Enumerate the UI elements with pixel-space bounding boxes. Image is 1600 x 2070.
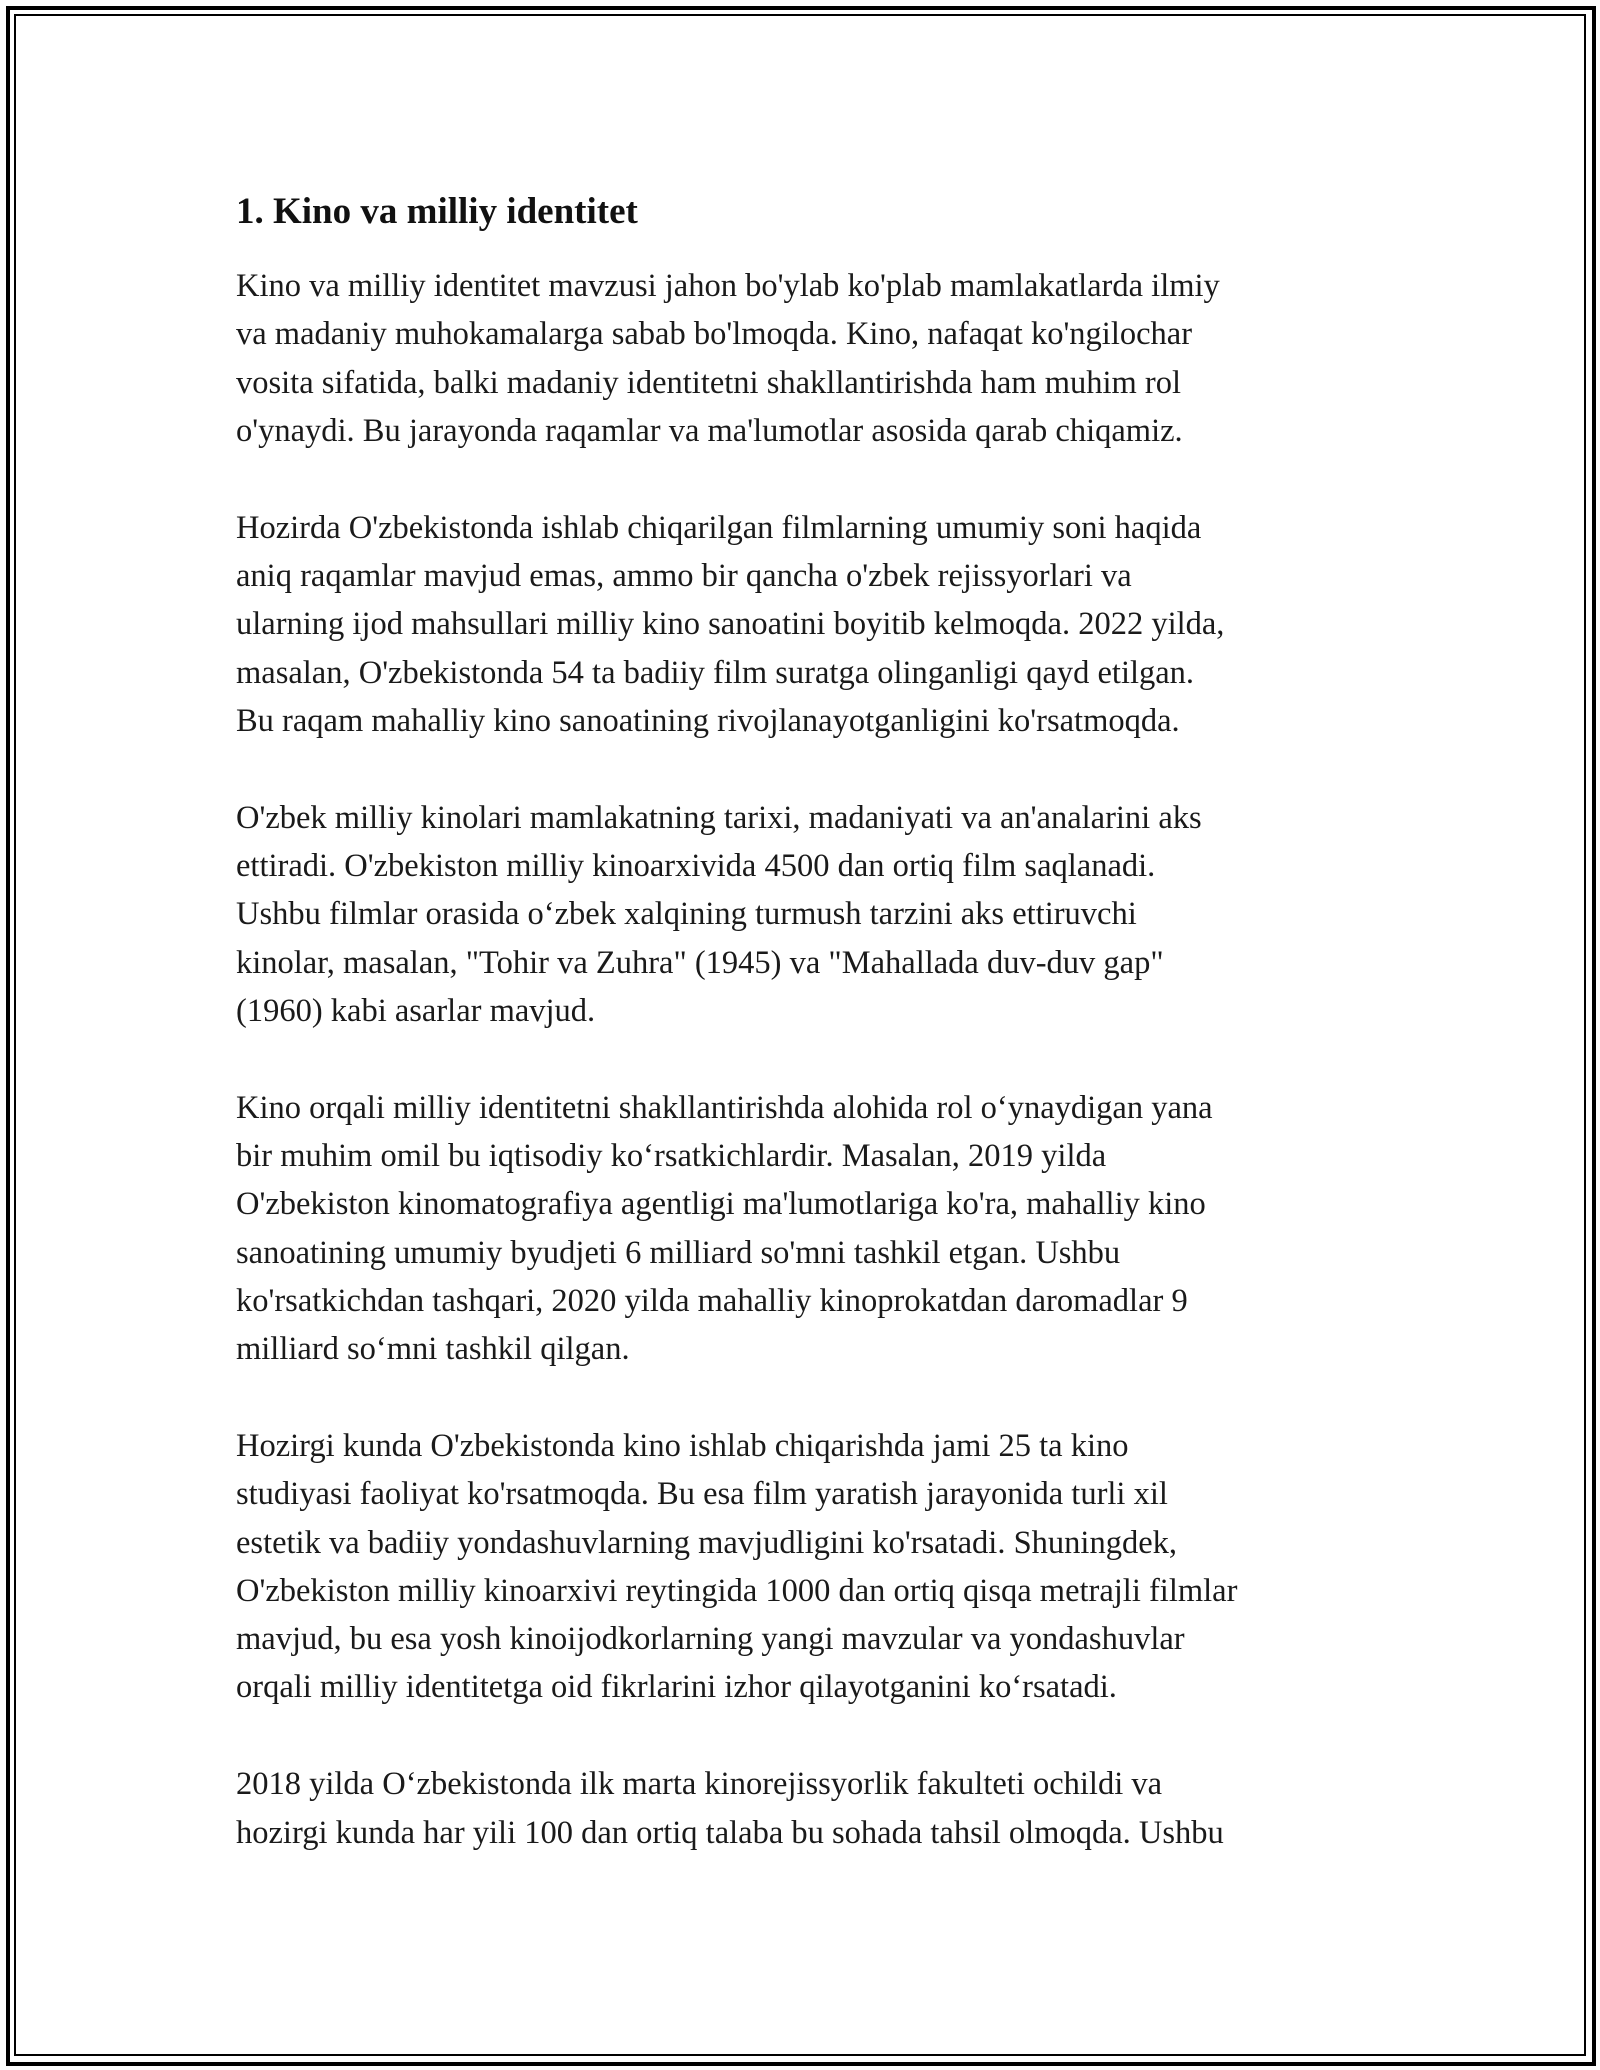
paragraph-film-count: Hozirda O'zbekistonda ishlab chiqarilgan filmlarning umumiy soni haqida aniq raqamlar mavjud emas, ammo bir qancha o'zbek rejissyorlari va ularning ijod mahsullari milliy kino sanoatini boyitib kelmoqda. 2022 yilda, masalan, O'zbekistonda 54 ta badiiy film suratga olinganligi qayd etilgan. Bu raqam mahalliy kino sanoatining rivojlanayotganligini ko'rsatmoqda. xyxy=(236,509,1225,739)
paragraph-studios: Hozirgi kunda O'zbekistonda kino ishlab chiqarishda jami 25 ta kino studiyasi faoliyat ko'rsatmoqda. Bu esa film yaratish jarayonida turli xil estetik va badiiy yondashuvlarning mavjudligini ko'rsatadi. Shuningdek, O'zbekiston milliy kinoarxivi reytingida 1000 dan ortiq qisqa metrajli filmlar mavjud, bu esa yosh kinoijodkorlarning yangi mavzular va yondashuvlar orqali milliy identitetga oid fikrlarini izhor qilayotganini ko‘rsatadi. xyxy=(236,1427,1238,1706)
paragraph-national-films: O'zbek milliy kinolari mamlakatning tarixi, madaniyati va an'analarini aks ettiradi. O'zbekiston milliy kinoarxivida 4500 dan ortiq film saqlanadi. Ushbu filmlar orasida o‘zbek xalqining turmush tarzini aks ettiruvchi kinolar, masalan, "Tohir va Zuhra" (1945) va "Mahallada duv-duv gap" (1960) kabi asarlar mavjud. xyxy=(236,799,1202,1029)
paragraph-economics: Kino orqali milliy identitetni shakllantirishda alohida rol o‘ynaydigan yana bir muhim omil bu iqtisodiy ko‘rsatkichlardir. Masalan, 2019 yilda O'zbekiston kinomatografiya agentligi ma'lumotlariga ko'ra, mahalliy kino sanoatining umumiy byudjeti 6 milliard so'mni tashkil etgan. Ushbu ko'rsatkichdan tashqari, 2020 yilda mahalliy kinoprokatdan daromadlar 9 milliard so‘mni tashkil qilgan. xyxy=(236,1089,1213,1368)
paragraph-faculty: 2018 yilda O‘zbekistonda ilk marta kinorejissyorlik fakulteti ochildi va hozirgi kunda har yili 100 dan ortiq talaba bu sohada tahsil olmoqda. Ushbu xyxy=(236,1766,1224,1851)
paragraph-intro: Kino va milliy identitet mavzusi jahon bo'ylab ko'plab mamlakatlarda ilmiy va madaniy muhokamalarga sabab bo'lmoqda. Kino, nafaqat ko'ngilochar vosita sifatida, balki madaniy identitetni shakllantirishda ham muhim rol o'ynaydi. Bu jarayonda raqamlar va ma'lumotlar asosida qarab chiqamiz. xyxy=(236,268,1220,449)
section-heading: 1. Kino va milliy identitet xyxy=(236,191,638,232)
document-body xyxy=(236,188,1376,1905)
